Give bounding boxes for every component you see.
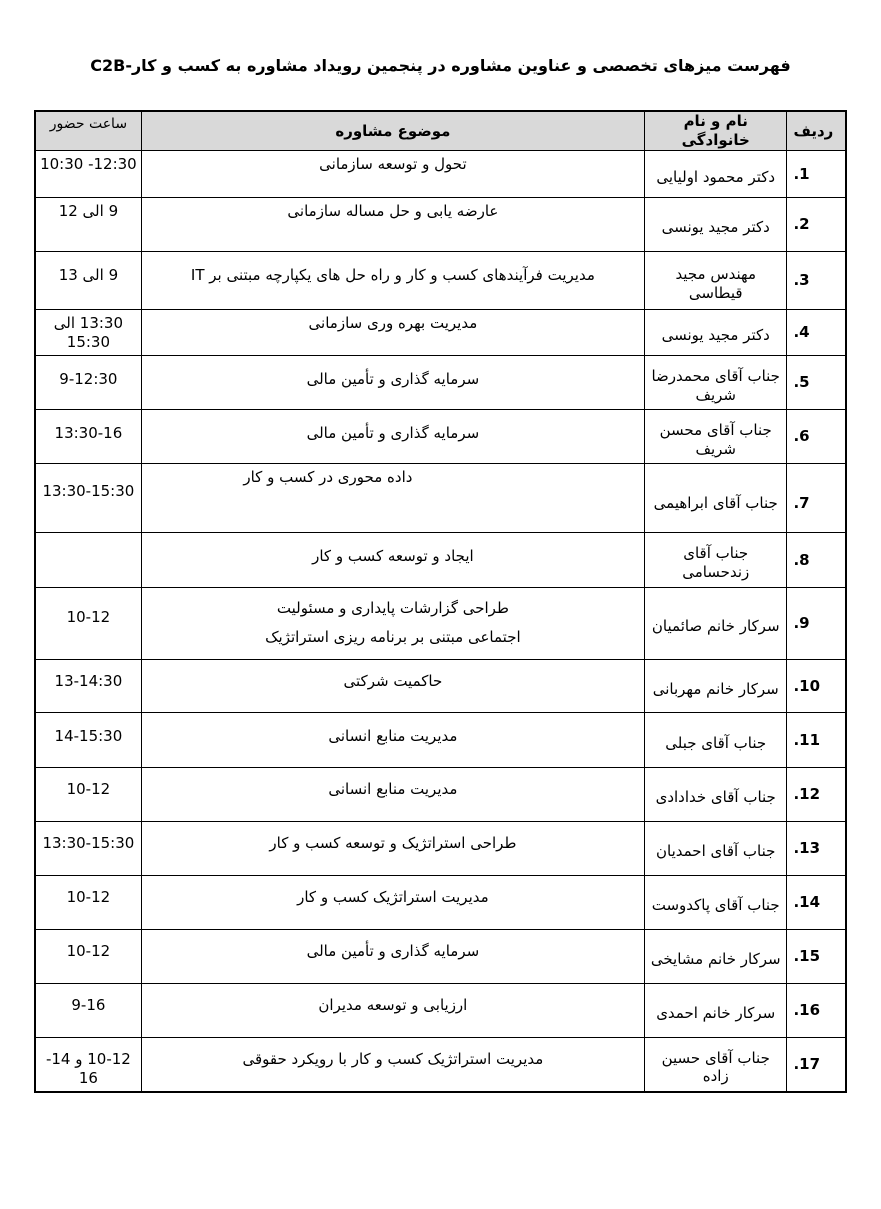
- row-name: جناب آقای ابراهیمی: [644, 464, 786, 533]
- row-hours-text: 14-15:30: [54, 727, 123, 745]
- row-topic: سرمایه گذاری و تأمین مالی: [141, 930, 644, 984]
- row-hours-text: 9-12:30: [59, 370, 118, 388]
- row-topic: مدیریت منابع انسانی: [141, 768, 644, 822]
- row-index: 11.: [787, 713, 846, 768]
- row-name: سرکار خانم مهربانی: [644, 660, 786, 713]
- row-hours: [35, 876, 141, 930]
- row-index: 16.: [787, 984, 846, 1038]
- row-index: 9.: [787, 588, 846, 660]
- row-hours-text: 10:30 -12:30: [40, 155, 137, 173]
- row-topic: حاکمیت شرکتی: [141, 660, 644, 713]
- table-header-row: [35, 111, 846, 151]
- row-topic: مدیریت بهره وری سازمانی: [141, 310, 644, 356]
- row-hours: [35, 660, 141, 713]
- row-topic: مدیریت فرآیندهای کسب و کار و راه حل های یکپارچه مبتنی بر IT: [141, 252, 644, 310]
- row-index: 14.: [787, 876, 846, 930]
- row-hours-text: 13-14:30: [54, 672, 123, 690]
- table-row: [35, 410, 846, 464]
- row-name: سرکار خانم صائمیان: [644, 588, 786, 660]
- row-index: 10.: [787, 660, 846, 713]
- row-hours-text: 9-16: [71, 996, 106, 1014]
- row-topic: تحول و توسعه سازمانی: [141, 151, 644, 198]
- row-index: 4.: [787, 310, 846, 356]
- table-row: [35, 533, 846, 588]
- row-hours: [35, 822, 141, 876]
- row-hours-text: 13:30-16: [54, 424, 123, 442]
- row-topic: سرمایه گذاری و تأمین مالی: [141, 410, 644, 464]
- row-index: 6.: [787, 410, 846, 464]
- row-index: 13.: [787, 822, 846, 876]
- row-hours: [35, 930, 141, 984]
- row-name: دکتر محمود اولیایی: [644, 151, 786, 198]
- row-index: 15.: [787, 930, 846, 984]
- row-index: 17.: [787, 1038, 846, 1092]
- row-topic: عارضه یابی و حل مساله سازمانی: [141, 198, 644, 252]
- row-topic: ایجاد و توسعه کسب و کار: [141, 533, 644, 588]
- table-row: [35, 822, 846, 876]
- row-hours: [35, 768, 141, 822]
- row-topic: [141, 464, 644, 533]
- row-hours: [35, 410, 141, 464]
- row-hours: [35, 713, 141, 768]
- document-title: فهرست میزهای تخصصی و عناوین مشاوره در پنجمین رویداد مشاوره به کسب و کار-C2B: [90, 56, 791, 75]
- row-name: جناب آقای احمدیان: [644, 822, 786, 876]
- row-name: جناب آقای محسن شریف: [644, 410, 786, 464]
- row-hours: 10-12 و 14-16: [35, 1038, 141, 1092]
- row-hours: [35, 464, 141, 533]
- row-topic: مدیریت منابع انسانی: [141, 713, 644, 768]
- table-row: [35, 356, 846, 410]
- row-topic: ارزیابی و توسعه مدیران: [141, 984, 644, 1038]
- row-index: 7.: [787, 464, 846, 533]
- header-index: ردیف: [787, 111, 846, 151]
- table-row: [35, 984, 846, 1038]
- row-hours: 9 الی 12: [35, 198, 141, 252]
- table-row: [35, 876, 846, 930]
- header-hours: ساعت حضور: [35, 111, 141, 151]
- table-row: [35, 660, 846, 713]
- row-hours-text: 10-12: [66, 780, 111, 798]
- row-name: دکتر مجید یونسی: [644, 310, 786, 356]
- table-row: [35, 151, 846, 198]
- row-hours: [35, 356, 141, 410]
- row-hours: [35, 151, 141, 198]
- table-row: [35, 588, 846, 660]
- row-hours-text: 10-12: [66, 942, 111, 960]
- consultation-table: [34, 110, 847, 1093]
- row-name: جناب آقای محمدرضا شریف: [644, 356, 786, 410]
- row-index: 8.: [787, 533, 846, 588]
- header-topic: موضوع مشاوره: [141, 111, 644, 151]
- row-topic-text: داده محوری در کسب و کار: [243, 468, 413, 486]
- row-topic: مدیریت استراتژیک کسب و کار: [141, 876, 644, 930]
- row-index: 2.: [787, 198, 846, 252]
- row-topic: طراحی استراتژیک و توسعه کسب و کار: [141, 822, 644, 876]
- table-row: [35, 713, 846, 768]
- row-index: 12.: [787, 768, 846, 822]
- row-topic: طراحی گزارشات پایداری و مسئولیت اجتماعی مبتنی بر برنامه ریزی استراتژیک: [141, 588, 644, 660]
- table-row: [35, 310, 846, 356]
- table-row: [35, 1038, 846, 1092]
- row-topic: مدیریت استراتژیک کسب و کار با رویکرد حقوقی: [141, 1038, 644, 1092]
- row-name: سرکار خانم احمدی: [644, 984, 786, 1038]
- row-hours-text: 10-12: [66, 888, 111, 906]
- row-name: جناب آقای پاکدوست: [644, 876, 786, 930]
- row-hours: [35, 984, 141, 1038]
- row-name: مهندس مجید قیطاسی: [644, 252, 786, 310]
- row-hours: [35, 533, 141, 588]
- table-row: [35, 930, 846, 984]
- row-index: 5.: [787, 356, 846, 410]
- table-row: [35, 464, 846, 533]
- table-row: [35, 768, 846, 822]
- row-hours: 9 الی 13: [35, 252, 141, 310]
- row-name: دکتر مجید یونسی: [644, 198, 786, 252]
- row-name: سرکار خانم مشایخی: [644, 930, 786, 984]
- row-hours: 13:30 الی 15:30: [35, 310, 141, 356]
- table-row: [35, 198, 846, 252]
- row-hours-text: 13:30-15:30: [42, 834, 135, 852]
- row-topic: سرمایه گذاری و تأمین مالی: [141, 356, 644, 410]
- header-name: نام و نام خانوادگی: [644, 111, 786, 151]
- row-hours-text: 10-12: [66, 608, 111, 626]
- row-name: جناب آقای جبلی: [644, 713, 786, 768]
- table-row: [35, 252, 846, 310]
- row-name: جناب آقای حسین زاده: [644, 1038, 786, 1092]
- row-index: 3.: [787, 252, 846, 310]
- row-index: 1.: [787, 151, 846, 198]
- row-name: جناب آقای زندحسامی: [644, 533, 786, 588]
- row-hours: [35, 588, 141, 660]
- row-name: جناب آقای خدادادی: [644, 768, 786, 822]
- row-hours-text: 13:30-15:30: [42, 482, 135, 500]
